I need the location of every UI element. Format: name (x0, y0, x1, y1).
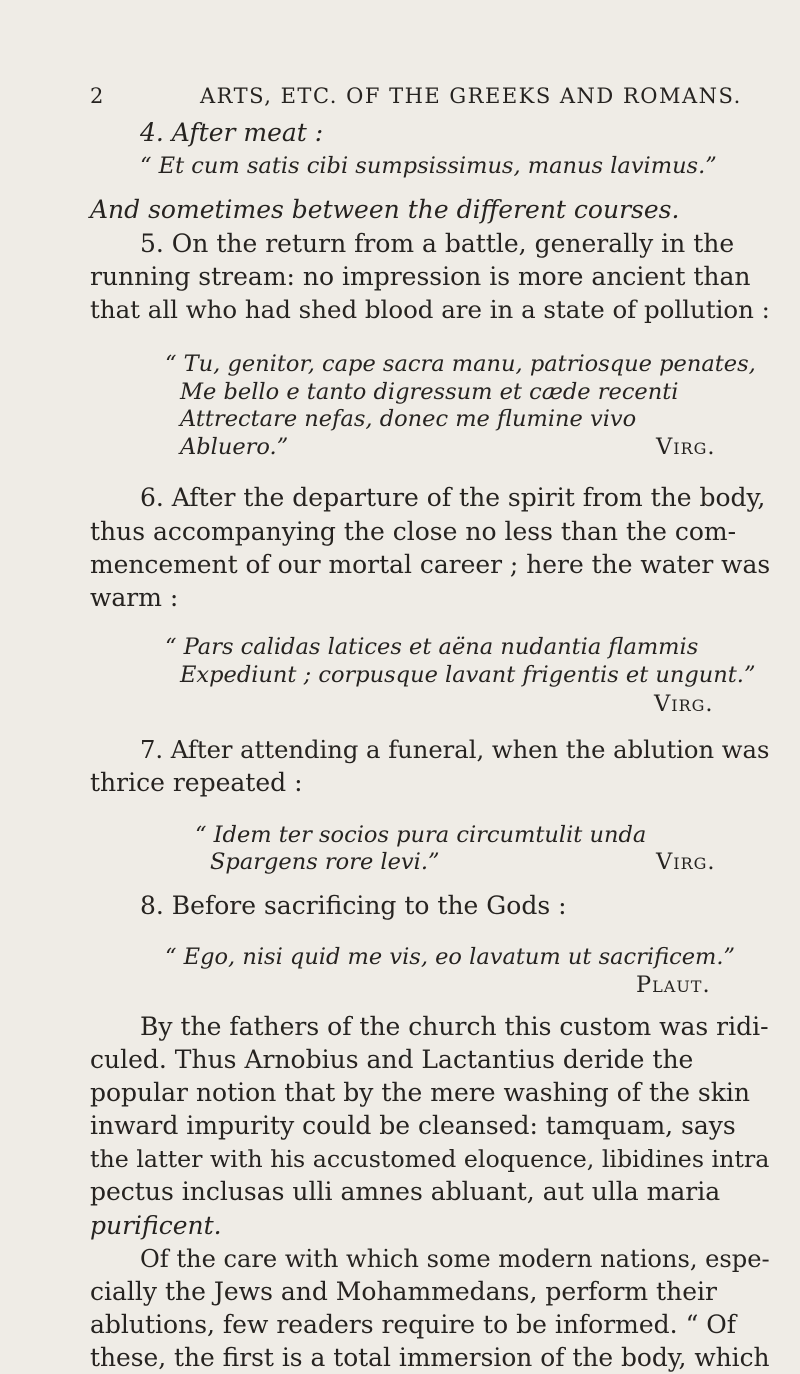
paragraph-1-line-7: purificent. (90, 1210, 222, 1240)
item-4-heading: 4. After meat : (140, 118, 324, 148)
paragraph-1-line-4: inward impurity could be cleansed: tamquam, says (90, 1111, 736, 1141)
verse-2-source: Virg. (654, 691, 714, 718)
item-7-line-2: thrice repeated : (90, 767, 303, 797)
item-4-quote: “ Et cum satis cibi sumpsissimus, manus lavimus.” (140, 152, 717, 179)
item-5-line-1: 5. On the return from a battle, generally in the (140, 228, 735, 258)
paragraph-1-line-3: popular notion that by the mere washing of the skin (90, 1078, 750, 1107)
paragraph-2-line-1: Of the care with which some modern nations, espe- (140, 1244, 770, 1273)
page-number: 2 (90, 84, 105, 108)
verse-4-source: Plaut. (636, 971, 711, 998)
item-7-line-1: 7. After attending a funeral, when the ablution was (140, 735, 770, 764)
item-6-line-1: 6. After the departure of the spirit from the body, (140, 483, 766, 513)
item-6-line-4: warm : (90, 582, 179, 612)
verse-3-line-1: “ Idem ter socios pura circumtulit unda (195, 821, 647, 848)
item-5-line-2: running stream: no impression is more ancient than (90, 262, 751, 291)
paragraph-1-line-1: By the fathers of the church this custom was ridi- (140, 1011, 769, 1041)
verse-1-line-1: “ Tu, genitor, cape sacra manu, patriosque penates, (165, 351, 756, 378)
verse-1-line-4: Abluero.” (180, 433, 289, 460)
running-title: ARTS, ETC. OF THE GREEKS AND ROMANS. (200, 84, 742, 108)
verse-1-line-3: Attrectare nefas, donec me flumine vivo (180, 406, 637, 433)
verse-3-line-2: Spargens rore levi.” (210, 848, 440, 875)
verse-1-line-2: Me bello e tanto digressum et cæde recenti (180, 378, 679, 405)
item-6-line-3: mencement of our mortal career ; here the water was (90, 549, 771, 579)
paragraph-1-line-6: pectus inclusas ulli amnes abluant, aut ulla maria (90, 1177, 721, 1207)
paragraph-2-line-3: ablutions, few readers require to be informed. “ Of (90, 1309, 737, 1339)
verse-4-line-1: “ Ego, nisi quid me vis, eo lavatum ut sacrificem.” (165, 944, 736, 971)
item-6-line-2: thus accompanying the close no less than the com- (90, 516, 737, 546)
item-8-heading: 8. Before sacrificing to the Gods : (140, 890, 567, 920)
verse-2-line-1: “ Pars calidas latices et aëna nudantia flammis (165, 634, 699, 660)
item-4-note: And sometimes between the different courses. (90, 194, 680, 224)
verse-2-line-2: Expediunt ; corpusque lavant frigentis et ungunt.” (180, 661, 756, 688)
paragraph-1-line-2: culed. Thus Arnobius and Lactantius deride the (90, 1044, 694, 1074)
item-5-line-3: that all who had shed blood are in a state of pollution : (90, 295, 770, 325)
verse-3-source: Virg. (656, 848, 716, 875)
paragraph-2-line-4: these, the first is a total immersion of the body, which (90, 1343, 770, 1372)
verse-1-source: Virg. (656, 433, 716, 460)
paragraph-2-line-2: cially the Jews and Mohammedans, perform their (90, 1276, 717, 1306)
paragraph-1-line-5: the latter with his accustomed eloquence, libidines intra (90, 1145, 770, 1174)
